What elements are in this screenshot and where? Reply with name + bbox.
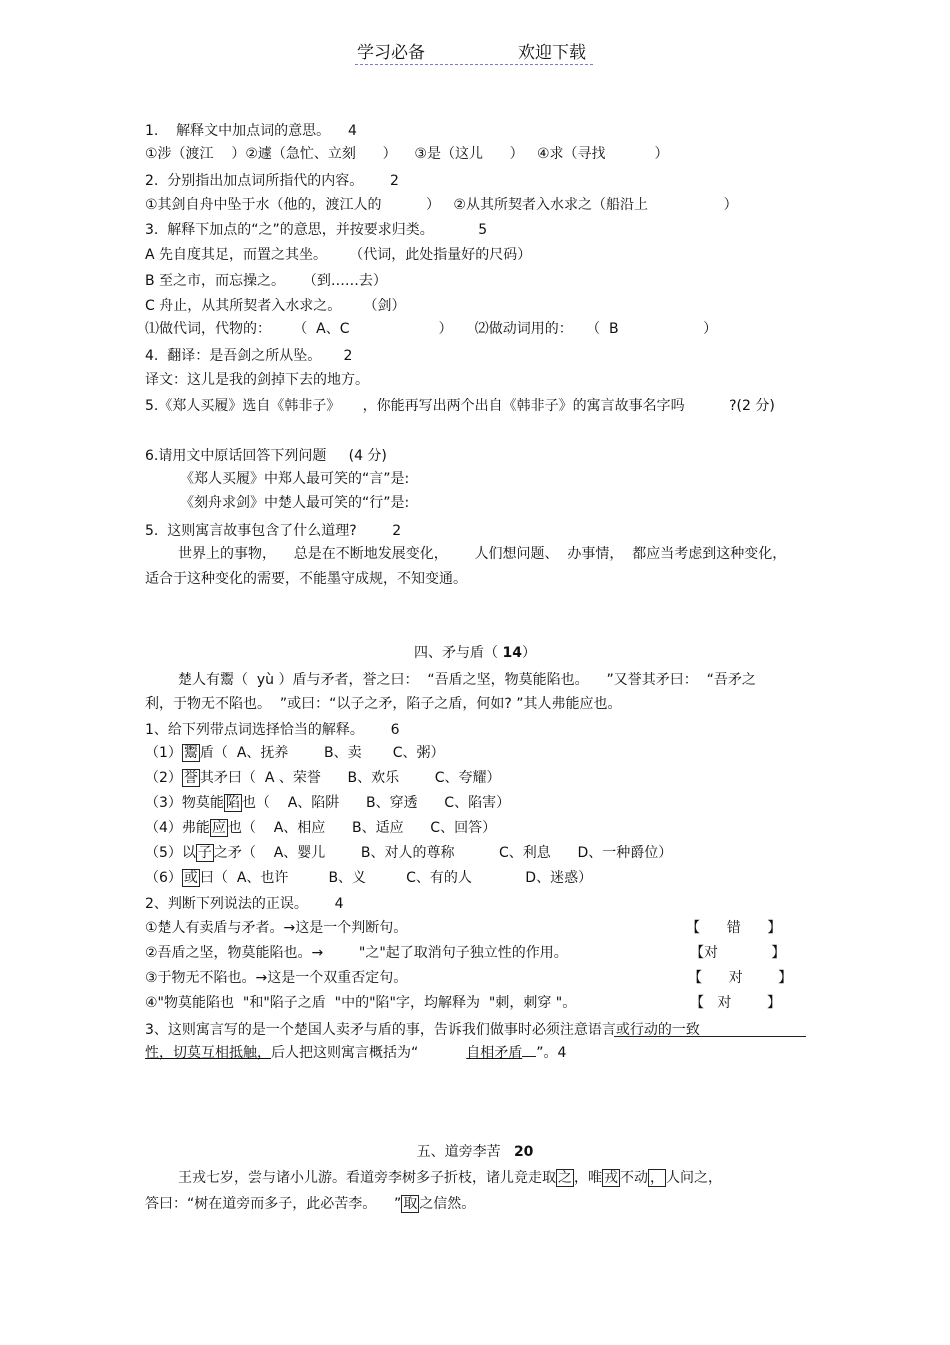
s4-title: 四、矛与盾（ 14） (414, 645, 536, 661)
s3-q4: 4. 翻译：是吾剑之所从坠。 2 (145, 348, 353, 364)
s5-passage-1: 王戎七岁，尝与诸小儿游。看道旁李树多子折枝，诸儿竞走取 之 ，唯 戎 不动 ， 人问之， (178, 1170, 722, 1186)
s4-passage-1: 楚人有鬻（ yù ）盾与矛者，誉之曰： “吾盾之坚，物莫能陷也。 ”又誉其矛曰： “吾矛之 (178, 672, 756, 688)
s4-option-1: （1） 鬻 盾（ A、抚养 B、卖 C、粥） (145, 745, 445, 761)
s4-judge-2: ②吾盾之坚，物莫能陷也。→ "之"起了取消句子独立性的作用。 (145, 945, 568, 961)
boxed-word: 应 (211, 820, 226, 836)
s4-option-3: （3）物莫能 陷 也（ A、陷阱 B、穿透 C、陷害） (145, 795, 511, 811)
boxed-word: 子 (197, 845, 212, 861)
s4-judge-4: ④"物莫能陷也 "和"陷子之盾 "中的"陷"字，均解释为 "刺，刺穿 "。 (145, 995, 577, 1011)
boxed-word: 誉 (183, 770, 198, 786)
s3-q3-b: B 至之市，而忘操之。 （到……去） (145, 273, 387, 289)
boxed-word: 鬻 (183, 745, 198, 761)
s3-q3-c: C 舟止，从其所契者入水求之。 （剑） (145, 298, 406, 314)
s4-q2: 2、判断下列说法的正误。 4 (145, 896, 344, 912)
s4-judge-1-result: 【 错 】 (686, 920, 782, 936)
s3-q7-answer-2: 适合于这种变化的需要，不能墨守成规，不知变通。 (145, 571, 467, 587)
answer-underlined: 性，切莫互相抵触， (145, 1045, 271, 1061)
s4-option-6: （6） 或 曰（ A、也许 B、义 C、有的人 D、迷惑） (145, 870, 593, 886)
s4-option-4: （4）弗能 应 也（ A、相应 B、适应 C、回答） (145, 820, 497, 836)
s4-judge-2-result: 【对 】 (690, 945, 786, 961)
header-right: 欢迎下载 (518, 43, 586, 63)
s3-q3-classify: ⑴做代词，代物的： （ A、C ） ⑵做动词用的： （ B ） (145, 321, 718, 337)
s3-q5: 5.《郑人买履》选自《韩非子》 ，你能再写出两个出自《韩非子》的寓言故事名字吗 ?(2 分) (145, 398, 775, 414)
s3-q2: 2. 分别指出加点词所指代的内容。 2 (145, 173, 399, 189)
s4-q1: 1、给下列带点词选择恰当的解释。 6 (145, 722, 400, 738)
s3-q1-answer: ①涉（渡江 ）②遽（急忙、立刻 ） ③是（这儿 ） ④求（寻找 ） (145, 146, 669, 162)
s3-q4-answer: 译文：这儿是我的剑掉下去的地方。 (145, 372, 369, 388)
s5-title: 五、道旁李苦 20 (416, 1144, 534, 1160)
boxed-word: 取 (403, 1196, 418, 1212)
s4-judge-3-result: 【 对 】 (688, 970, 793, 986)
s4-q3-line-1: 3、这则寓言写的是一个楚国人卖矛与盾的事，告诉我们做事时必须注意语言或行动的一致 (145, 1022, 700, 1038)
s3-q1: 1. 解释文中加点词的意思。 4 (145, 123, 357, 139)
header-divider (355, 64, 593, 65)
s3-q2-answer: ①其剑自舟中坠于水（他的，渡江人的 ） ②从其所契者入水求之（船沿上 ） (145, 197, 738, 213)
s3-q7: 5. 这则寓言故事包含了什么道理? 2 (145, 523, 402, 539)
header-left: 学习必备 (357, 43, 425, 63)
answer-underlined: 意语言或行动的一致 (573, 1022, 700, 1038)
s4-passage-2: 利，于物无不陷也。 ”或曰：“以子之矛，陷子之盾，何如? ”其人弗能应也。 (145, 696, 622, 712)
s4-q3-line-2: 性，切莫互相抵触，后人把这则寓言概括为“ 自相矛盾 ”。4 (145, 1045, 567, 1061)
boxed-word: ， (650, 1170, 664, 1186)
boxed-word: 陷 (225, 795, 240, 811)
s4-judge-1: ①楚人有卖盾与矛者。→这是一个判断句。 (145, 920, 408, 936)
s3-q3-a: A 先自度其足，而置之其坐。 （代词，此处指量好的尺码） (145, 247, 532, 263)
s4-option-5: （5）以 子 之矛（ A、婴儿 B、对人的尊称 C、利息 D、一种爵位） (145, 845, 673, 861)
s3-q6: 6.请用文中原话回答下列问题 (4 分) (145, 448, 387, 464)
s3-q7-answer-1: 世界上的事物， 总是在不断地发展变化， 人们想问题、 办事情， 都应当考虑到这种变化， (178, 546, 787, 562)
s5-passage-2: 答曰：“树在道旁而多子，此必苦李。 ” 取 之信然。 (145, 1196, 476, 1212)
s3-q6-b: 《刻舟求剑》中楚人最可笑的“行”是: (180, 495, 410, 511)
s4-judge-4-result: 【 对 】 (690, 995, 781, 1011)
s4-option-2: （2） 誉 其矛曰（ A 、荣誉 B、欢乐 C、夸耀） (145, 770, 501, 786)
s4-judge-3: ③于物无不陷也。→这是一个双重否定句。 (145, 970, 408, 986)
boxed-word: 之 (558, 1170, 572, 1186)
answer-blank: 自相矛盾 (466, 1045, 523, 1061)
answer-underline (614, 1036, 806, 1037)
s3-q3: 3. 解释下加点的“之”的意思，并按要求归类。 5 (145, 222, 488, 238)
s3-q6-a: 《郑人买履》中郑人最可笑的“言”是: (180, 471, 410, 487)
boxed-word: 戎 (604, 1170, 618, 1186)
boxed-word: 或 (183, 870, 198, 886)
